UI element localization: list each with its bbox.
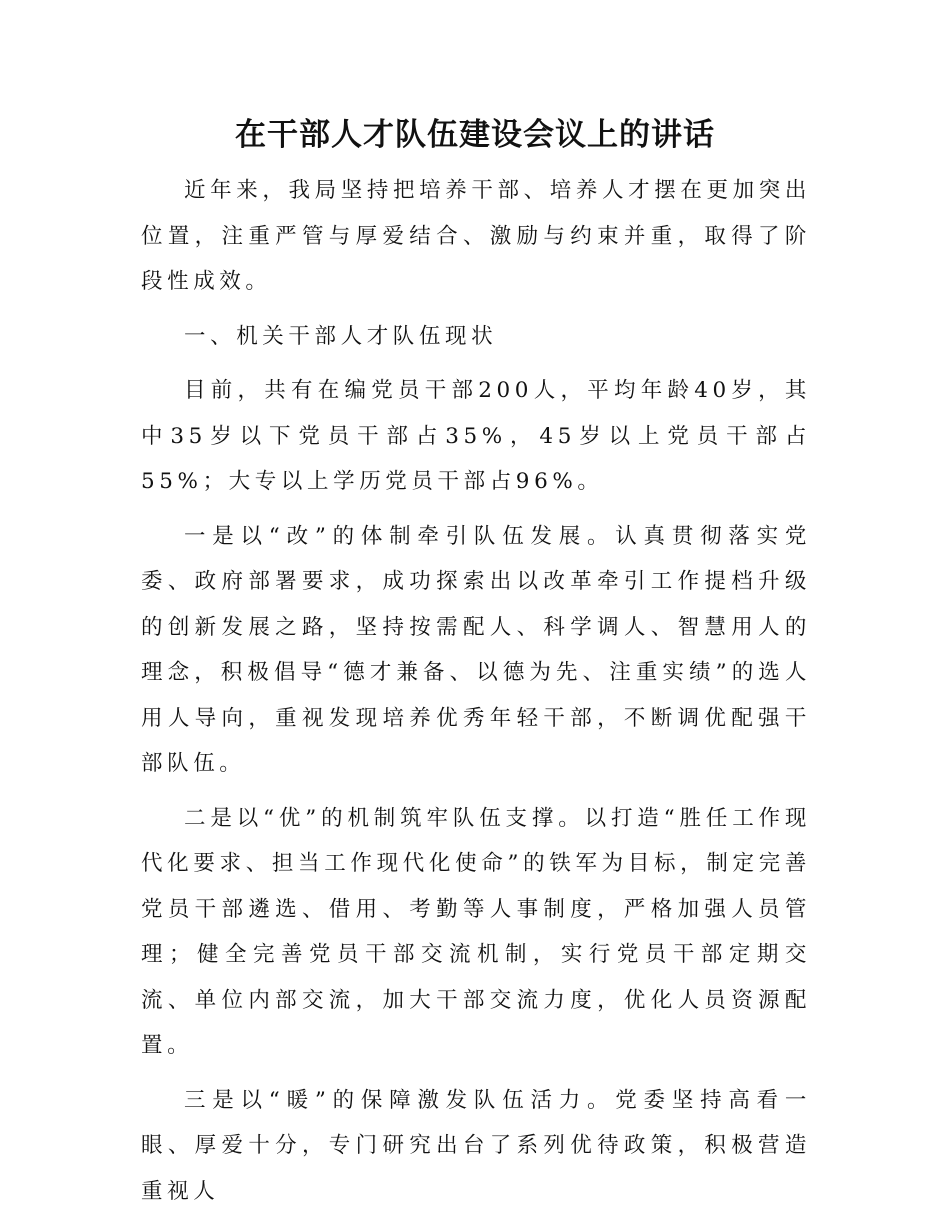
paragraph-support: 三是以“暖”的保障激发队伍活力。党委坚持高看一眼、厚爱十分，专门研究出台了系列优待政策，积极营造重视人 <box>141 1087 811 1204</box>
section-heading-status: 一、机关干部人才队伍现状 <box>184 323 498 349</box>
paragraph-intro: 近年来，我局坚持把培养干部、培养人才摆在更加突出位置，注重严管与厚爱结合、激励与约束并重，取得了阶段性成效。 <box>141 178 811 294</box>
paragraph-mechanism: 二是以“优”的机制筑牢队伍支撑。以打造“胜任工作现代化要求、担当工作现代化使命”的铁军为目标，制定完善党员干部遴选、借用、考勤等人事制度，严格加强人员管理；健全完善党员干部交流机制，实行党员干部定期交流、单位内部交流，加大干部交流力度，优化人员资源配置。 <box>141 805 811 1058</box>
document-body <box>141 168 811 1223</box>
paragraph-reform: 一是以“改”的体制牵引队伍发展。认真贯彻落实党委、政府部署要求，成功探索出以改革牵引工作提档升级的创新发展之路，坚持按需配人、科学调人、智慧用人的理念，积极倡导“德才兼备、以德为先、注重实绩”的选人用人导向，重视发现培养优秀年轻干部，不断调优配强干部队伍。 <box>141 523 811 776</box>
document-title: 在干部人才队伍建设会议上的讲话 <box>235 117 715 153</box>
paragraph-statistics: 目前，共有在编党员干部200人，平均年龄40岁，其中35岁以下党员干部占35%，45岁以上党员干部占55%；大专以上学历党员干部占96%。 <box>141 378 811 494</box>
